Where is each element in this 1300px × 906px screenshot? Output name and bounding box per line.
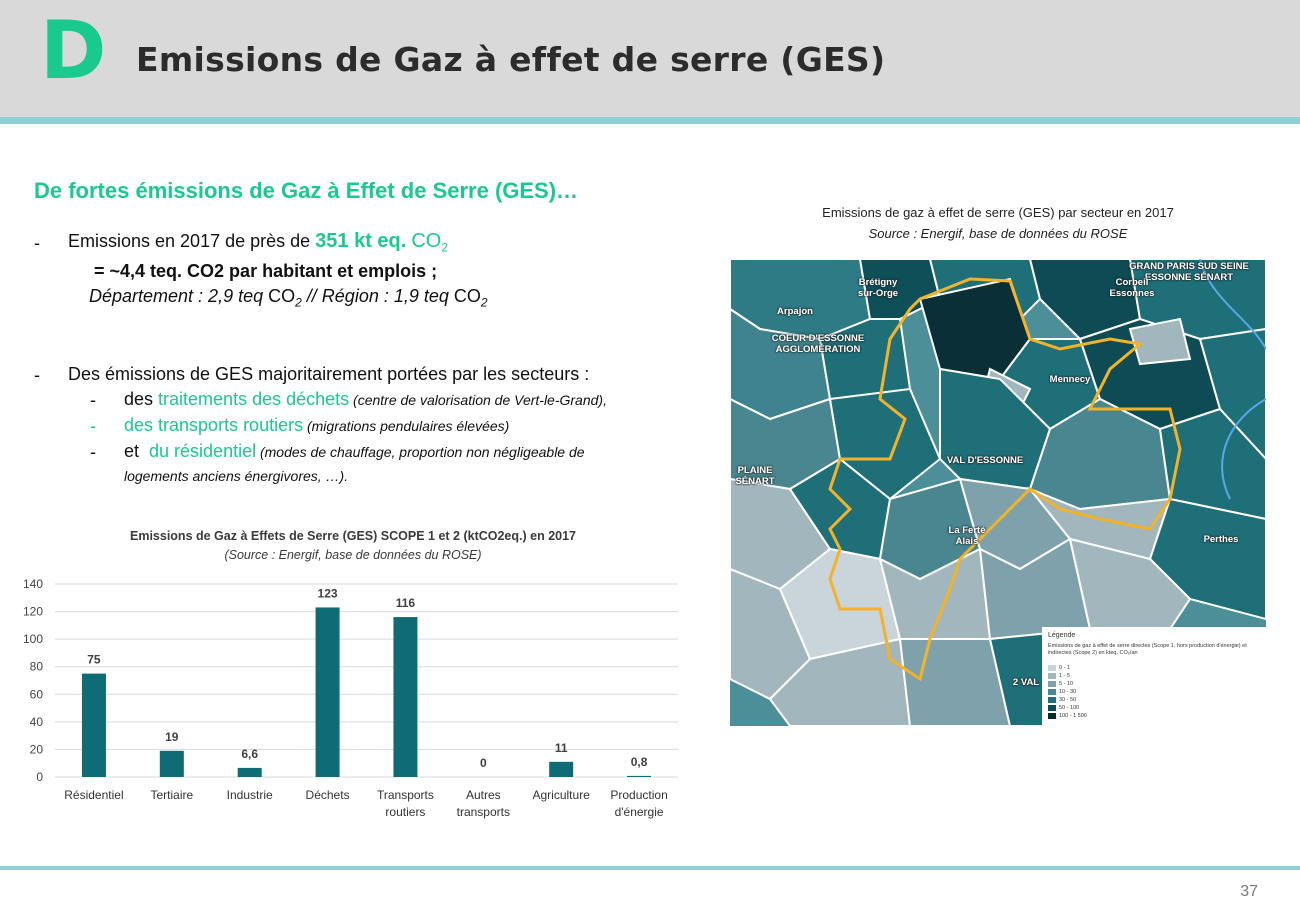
data-label: 123 <box>317 586 338 601</box>
legend-description: Emissions de gaz à effet de serre directes (Scope 1, hors production d'énergie) et indirectes (Scope 2) en kteq. CO₂/an <box>1048 643 1247 656</box>
data-label: 11 <box>554 740 568 755</box>
sector-prefix: et <box>124 441 150 461</box>
x-tick-label: Tertiaire <box>150 788 194 802</box>
data-label: 75 <box>87 652 101 667</box>
x-tick-label: Agriculture <box>532 788 590 802</box>
x-tick-label: Transports <box>376 788 434 802</box>
chart-source: (Source : Energif, base de données du ROSE) <box>224 548 482 562</box>
data-label: 19 <box>165 729 179 744</box>
header-divider <box>0 117 1300 124</box>
sub-bullet-dash: - <box>90 390 96 410</box>
map-label-perthes: Perthes <box>1203 534 1239 545</box>
page-title: Emissions de Gaz à effet de serre (GES) <box>136 40 886 79</box>
comparison-co2-b: CO <box>453 286 481 306</box>
x-tick-label: Déchets <box>305 788 350 802</box>
map-label-gps: GRAND PARIS SUD SEINE ESSONNE SÉNART <box>1129 261 1249 283</box>
legend-swatch <box>1048 665 1056 671</box>
map-label-2val: 2 VAL <box>1012 677 1040 688</box>
y-tick-label: 0 <box>36 770 43 784</box>
x-tick-label: Autres <box>465 788 501 802</box>
legend-title: Légende <box>1048 632 1076 639</box>
map-label-val-essonne: VAL D'ESSONNE <box>946 455 1024 466</box>
map-label-mennecy: Mennecy <box>1049 374 1091 385</box>
legend-item <box>1048 665 1070 672</box>
map-label-bretigny: Brétigny sur-Orge <box>857 277 899 299</box>
bullet-emissions-total <box>68 229 448 260</box>
bullet-emissions-prefix: Emissions en 2017 de près de <box>68 231 316 251</box>
legend-item <box>1048 713 1087 720</box>
map-legend <box>1042 627 1266 726</box>
sub-bullet-dash: - <box>90 416 96 436</box>
y-tick-label: 40 <box>29 714 43 729</box>
comparison-co2-a-sub: 2 <box>295 295 302 310</box>
map-label-arpajon: Arpajon <box>777 306 813 317</box>
y-tick-label: 60 <box>29 687 43 702</box>
legend-label: 100 - 1 500 <box>1059 713 1087 719</box>
data-label: 116 <box>395 596 416 611</box>
footer-divider <box>0 866 1300 870</box>
sector-highlight: traitements des déchets <box>158 389 350 409</box>
x-tick-label: Résidentiel <box>64 788 124 802</box>
legend-label: 5 - 10 <box>1059 681 1074 687</box>
map-title: Emissions de gaz à effet de serre (GES) par secteur en 2017 <box>822 205 1174 220</box>
legend-label: 1 - 5 <box>1059 673 1071 679</box>
comparison-co2-a: CO <box>268 286 296 306</box>
sector-transports <box>124 413 509 438</box>
sector-residentiel <box>124 439 585 464</box>
x-tick-label: routiers <box>385 805 426 819</box>
bar <box>627 776 651 777</box>
y-tick-label: 100 <box>22 632 43 647</box>
legend-label: 0 - 1 <box>1059 665 1071 671</box>
sector-note-continued: logements anciens énergivores, …). <box>124 468 349 484</box>
emissions-value: 351 kt eq. <box>315 230 407 252</box>
legend-swatch <box>1048 681 1056 687</box>
emissions-comparison <box>89 284 488 315</box>
legend-label: 30 - 50 <box>1059 697 1077 703</box>
legend-swatch <box>1048 689 1056 695</box>
map-label-senart: PLAINE SÉNART <box>735 465 775 487</box>
emissions-co2-sub: 2 <box>441 240 449 255</box>
bar <box>238 768 262 777</box>
legend-swatch <box>1048 713 1056 719</box>
legend-item <box>1048 697 1076 704</box>
sector-highlight: transports routiers <box>158 415 304 435</box>
map-label-la-ferte: La Ferté Alais <box>948 525 986 547</box>
bar <box>82 674 106 777</box>
legend-label: 50 - 100 <box>1059 705 1080 711</box>
data-label: 6,6 <box>241 746 259 761</box>
x-tick-label: transports <box>456 805 510 819</box>
data-label: 0,8 <box>630 754 648 769</box>
legend-swatch <box>1048 705 1056 711</box>
chart-title: Emissions de Gaz à Effets de Serre (GES) SCOPE 1 et 2 (ktCO2eq.) en 2017 <box>130 529 576 543</box>
map-label-corbeil: Corbeil Essonnes <box>1109 277 1155 299</box>
page-number: 37 <box>1240 883 1258 900</box>
y-tick-label: 120 <box>22 604 43 619</box>
bullet-sectors-intro: Des émissions de GES majoritairement portées par les secteurs : <box>68 364 590 384</box>
x-tick-label: Production <box>610 788 668 802</box>
section-subtitle: De fortes émissions de Gaz à Effet de Serre (GES)… <box>34 178 579 203</box>
data-label: 0 <box>479 756 487 770</box>
sector-prefix: des <box>124 415 159 435</box>
bar-chart <box>0 570 700 830</box>
bar <box>549 762 573 777</box>
comparison-departement: Département : 2,9 teq <box>89 286 269 306</box>
emissions-co2: CO <box>411 230 442 252</box>
legend-swatch <box>1048 673 1056 679</box>
bar <box>316 607 340 777</box>
section-letter: D <box>40 4 107 97</box>
legend-item <box>1048 689 1076 696</box>
legend-swatch <box>1048 697 1056 703</box>
bullet-dash: - <box>34 365 40 385</box>
sector-note: (centre de valorisation de Vert-le-Grand), <box>349 392 607 408</box>
comparison-co2-b-sub: 2 <box>480 295 488 310</box>
y-tick-label: 140 <box>22 577 43 591</box>
map-label-coeur: COEUR D'ESSONNE AGGLOMÉRATION <box>771 333 865 355</box>
comparison-region: // Région : 1,9 teq <box>301 286 454 306</box>
legend-item <box>1048 681 1073 688</box>
sector-prefix: des <box>124 389 159 409</box>
emissions-per-inhabitant: = ~4,4 teq. CO2 par habitant et emplois ; <box>94 261 438 281</box>
sub-bullet-dash: - <box>90 442 96 462</box>
y-tick-label: 20 <box>29 742 43 757</box>
legend-item <box>1048 673 1070 680</box>
y-tick-label: 80 <box>29 659 43 674</box>
legend-label: 10 - 30 <box>1059 689 1077 695</box>
sector-highlight: du résidentiel <box>149 441 257 461</box>
sector-note: (migrations pendulaires élevées) <box>303 418 510 434</box>
bullet-dash: - <box>34 233 40 253</box>
sector-dechets <box>124 387 607 412</box>
sector-note: (modes de chauffage, proportion non négligeable de <box>256 444 585 460</box>
bar <box>160 751 184 777</box>
legend-item <box>1048 705 1079 712</box>
map-source: Source : Energif, base de données du ROSE <box>868 226 1128 241</box>
x-tick-label: Industrie <box>226 788 273 802</box>
bar <box>393 617 417 777</box>
x-tick-label: d'énergie <box>614 805 664 819</box>
